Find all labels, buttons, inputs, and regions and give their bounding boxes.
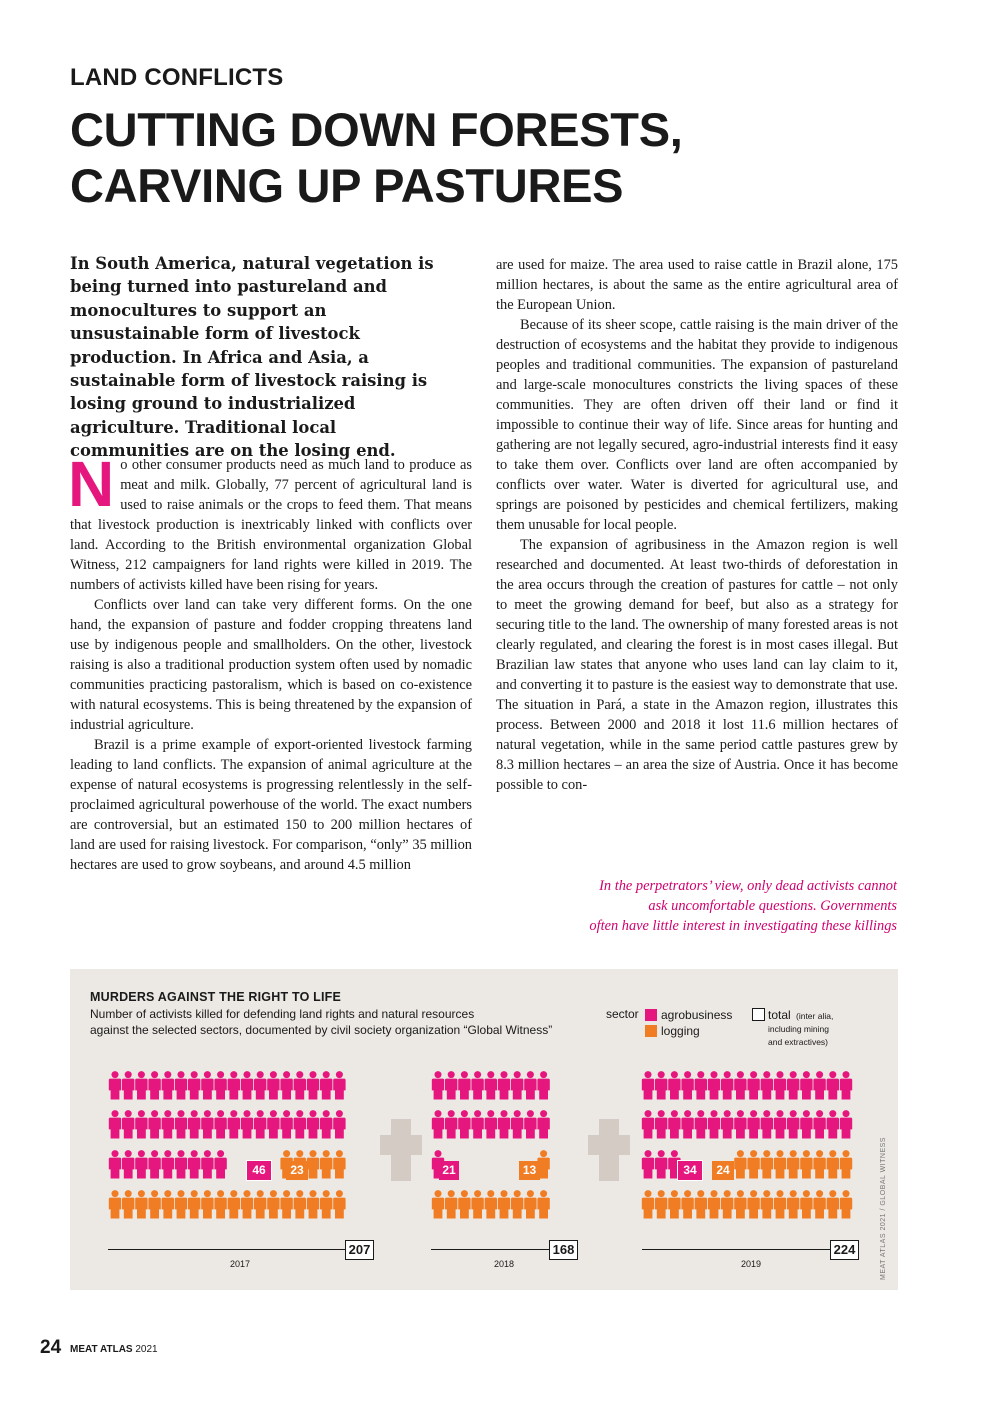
person-icon-agrobusiness [485, 1110, 497, 1138]
publication-title: MEAT ATLAS [70, 1344, 133, 1355]
axis-line-2018 [431, 1249, 549, 1250]
person-icon-agrobusiness [668, 1110, 680, 1138]
logging-value-2018: 13 [519, 1161, 540, 1180]
legend-logging-label: logging [661, 1024, 700, 1038]
person-icon-agrobusiness [511, 1110, 523, 1138]
person-icon-logging [294, 1190, 306, 1218]
agro-value-2018: 21 [439, 1161, 459, 1180]
person-icon-logging [280, 1190, 292, 1218]
person-icon-logging [721, 1190, 733, 1218]
person-icon-agrobusiness [524, 1110, 536, 1138]
person-icon-agrobusiness [747, 1071, 759, 1099]
person-icon-logging [432, 1190, 444, 1218]
person-icon-logging [695, 1190, 707, 1218]
legend-total-label: total [768, 1008, 791, 1022]
person-icon-agrobusiness [188, 1150, 200, 1178]
person-icon-agrobusiness [827, 1110, 839, 1138]
person-icon-agrobusiness [109, 1150, 121, 1178]
person-icon-logging [840, 1150, 852, 1178]
person-icon-agrobusiness [307, 1110, 319, 1138]
chart-subtitle-line: against the selected sectors, documented by civil society organization “Global Witness” [90, 1023, 553, 1037]
person-icon-logging [175, 1190, 187, 1218]
publication-year: 2021 [135, 1344, 158, 1355]
axis-line-2019 [642, 1249, 830, 1250]
person-icon-agrobusiness [162, 1071, 174, 1099]
person-icon-agrobusiness [307, 1071, 319, 1099]
person-icon-logging [787, 1190, 799, 1218]
person-icon-agrobusiness [135, 1110, 147, 1138]
year-label-2018: 2018 [494, 1259, 515, 1269]
person-icon-agrobusiness [642, 1110, 654, 1138]
person-icon-agrobusiness [201, 1110, 213, 1138]
person-icon-logging [800, 1150, 812, 1178]
person-icon-agrobusiness [175, 1071, 187, 1099]
person-icon-agrobusiness [162, 1150, 174, 1178]
person-icon-agrobusiness [122, 1150, 134, 1178]
person-icon-agrobusiness [333, 1110, 345, 1138]
person-icon-agrobusiness [122, 1071, 134, 1099]
person-icon-agrobusiness [511, 1071, 523, 1099]
person-icon-agrobusiness [721, 1110, 733, 1138]
person-icon-agrobusiness [214, 1150, 226, 1178]
page-number: 24 [40, 1337, 62, 1358]
person-icon-agrobusiness [485, 1071, 497, 1099]
person-icon-agrobusiness [432, 1071, 444, 1099]
person-icon-logging [333, 1190, 345, 1218]
person-icon-logging [642, 1190, 654, 1218]
person-icon-agrobusiness [148, 1110, 160, 1138]
person-icon-agrobusiness [458, 1110, 470, 1138]
person-icon-logging [320, 1190, 332, 1218]
body-paragraph: o other consumer products need as much land to produce as meat and milk. Globally, 77 percent of agricultural land is used to raise animals or the crops to feed them. That means that livestock production is inextricably linked with conflicts over land. According to the British environmental organization Global Witness, 212 campaigners for land rights were killed in 2019. The numbers of activists killed have been rising for years. [70, 457, 472, 593]
person-icon-agrobusiness [734, 1110, 746, 1138]
person-icon-agrobusiness [471, 1071, 483, 1099]
person-icon-logging [201, 1190, 213, 1218]
person-icon-agrobusiness [800, 1110, 812, 1138]
person-icon-logging [761, 1150, 773, 1178]
memorial-cross [380, 1119, 422, 1181]
person-icon-agrobusiness [188, 1071, 200, 1099]
person-icon-agrobusiness [498, 1110, 510, 1138]
person-icon-agrobusiness [280, 1071, 292, 1099]
person-icon-agrobusiness [774, 1071, 786, 1099]
person-icon-agrobusiness [201, 1150, 213, 1178]
person-icon-logging [498, 1190, 510, 1218]
person-icon-logging [827, 1190, 839, 1218]
person-icon-agrobusiness [747, 1110, 759, 1138]
body-paragraph: Brazil is a prime example of export-oriented livestock farming leading to land conflicts. The expansion of animal agriculture at the expense of natural ecosystems is progressing relentlessly in the self-proclaimed agricultural powerhouse of the world. The exact numbers are controversial, but an estimated 150 to 200 million hectares of land are used for raising livestock. For comparison, “only” 35 million hectares are used to grow soybeans, and around 4.5 million [70, 737, 472, 873]
legend-total-note: (inter alia, [796, 1011, 834, 1021]
person-icon-logging [668, 1190, 680, 1218]
person-icon-agrobusiness [655, 1150, 667, 1178]
year-label-2019: 2019 [741, 1259, 762, 1269]
lead-paragraph: In South America, natural vegetation is being turned into pastureland and monocultures to support an unsustainable form of livestock production. In Africa and Asia, a sustainable form of livestock raising is losing ground to industrialized agriculture. Traditional local communities are on the losing end. [70, 254, 434, 461]
person-icon-logging [774, 1150, 786, 1178]
person-icon-agrobusiness [827, 1071, 839, 1099]
person-icon-agrobusiness [695, 1071, 707, 1099]
pull-quote-line: often have little interest in investigating these killings [589, 918, 897, 934]
total-value-2018: 168 [549, 1240, 578, 1260]
person-icon-agrobusiness [642, 1150, 654, 1178]
person-icon-agrobusiness [135, 1071, 147, 1099]
person-icon-agrobusiness [813, 1071, 825, 1099]
person-icon-logging [307, 1150, 319, 1178]
person-icon-agrobusiness [267, 1110, 279, 1138]
person-icon-logging [734, 1190, 746, 1218]
person-icon-agrobusiness [734, 1071, 746, 1099]
axis-line-2017 [108, 1249, 345, 1250]
person-icon-logging [122, 1190, 134, 1218]
legend-total-note: including mining [768, 1024, 829, 1034]
person-icon-agrobusiness [498, 1071, 510, 1099]
person-icon-agrobusiness [761, 1071, 773, 1099]
legend-sector-label: sector [606, 1007, 639, 1021]
body-paragraph: Conflicts over land can take very different forms. On the one hand, the expansion of pasture and fodder cropping threatens land use by indigenous people and smallholders. On the other, livestock raising is also a traditional production system often used by nomadic communities practicing pastoralism, which is based on co-existence with natural ecosystems. This is being threatened by the expansion of industrial agriculture. [70, 597, 472, 733]
person-icon-agrobusiness [445, 1071, 457, 1099]
person-icon-logging [109, 1190, 121, 1218]
person-icon-logging [681, 1190, 693, 1218]
person-icon-agrobusiness [787, 1071, 799, 1099]
person-icon-logging [787, 1150, 799, 1178]
person-icon-logging [655, 1190, 667, 1218]
section-kicker: LAND CONFLICTS [70, 64, 284, 91]
person-icon-agrobusiness [214, 1071, 226, 1099]
person-icon-logging [813, 1190, 825, 1218]
person-icon-logging [511, 1190, 523, 1218]
agro-value-2017: 46 [247, 1161, 271, 1180]
pull-quote-line: ask uncomfortable questions. Governments [648, 898, 897, 914]
legend-agro-label: agrobusiness [661, 1008, 733, 1022]
person-icon-logging [485, 1190, 497, 1218]
person-icon-agrobusiness [432, 1110, 444, 1138]
person-icon-logging [734, 1150, 746, 1178]
drop-cap: N [68, 448, 115, 520]
person-icon-agrobusiness [721, 1071, 733, 1099]
person-icon-logging [471, 1190, 483, 1218]
person-icon-agrobusiness [471, 1110, 483, 1138]
person-icon-agrobusiness [708, 1071, 720, 1099]
person-icon-logging [148, 1190, 160, 1218]
person-icon-logging [524, 1190, 536, 1218]
person-icon-agrobusiness [800, 1071, 812, 1099]
person-icon-agrobusiness [840, 1110, 852, 1138]
person-icon-agrobusiness [294, 1110, 306, 1138]
person-icon-agrobusiness [537, 1110, 549, 1138]
body-paragraph: Because of its sheer scope, cattle raising is the main driver of the destruction of ecosystems and the habitat they provide to indigenous peoples and traditional communities. The expansion of pastureland and large-scale monocultures constricts the living spaces of these communities. They are often driven off their land or find it impossible to continue their way of life. Since areas for hunting and gathering are not legally secured, agro-industrial interests find it easy to take them over. Conflicts over land are often accompanied by conflicts over water. Water is diverted for agricultural use, and springs are poisoned by pesticides and chemical fertilizers, making them unusable for local people. [496, 317, 898, 533]
person-icon-logging [254, 1190, 266, 1218]
person-icon-logging [827, 1150, 839, 1178]
person-icon-logging [761, 1190, 773, 1218]
person-icon-agrobusiness [681, 1071, 693, 1099]
person-icon-agrobusiness [135, 1150, 147, 1178]
person-icon-logging [214, 1190, 226, 1218]
person-icon-agrobusiness [228, 1110, 240, 1138]
memorial-cross [588, 1119, 630, 1181]
person-icon-logging [135, 1190, 147, 1218]
person-icon-agrobusiness [162, 1110, 174, 1138]
person-icon-agrobusiness [214, 1110, 226, 1138]
person-icon-agrobusiness [175, 1150, 187, 1178]
person-icon-agrobusiness [122, 1110, 134, 1138]
person-icon-agrobusiness [695, 1110, 707, 1138]
person-icon-logging [307, 1190, 319, 1218]
person-icon-agrobusiness [188, 1110, 200, 1138]
publication-name [70, 1344, 158, 1355]
person-icon-agrobusiness [524, 1071, 536, 1099]
person-icon-agrobusiness [201, 1071, 213, 1099]
total-value-2017: 207 [345, 1240, 374, 1260]
person-icon-agrobusiness [267, 1071, 279, 1099]
person-icon-agrobusiness [320, 1110, 332, 1138]
person-icon-agrobusiness [280, 1110, 292, 1138]
person-icon-logging [774, 1190, 786, 1218]
body-paragraph: The expansion of agribusiness in the Amazon region is well researched and documented. At least two-thirds of deforestation in the area occurs through the creation of pastures for cattle – not only to meet the growing demand for beef, but also as a strategy for securing title to the land. The ownership of many forested areas is not clearly regulated, and clearing the forest is in most cases illegal. But Brazilian law states that anyone who uses land can lay claim to it, and converting it to pasture is the easiest way to demonstrate that use. The situation in Pará, a state in the Amazon region, illustrates this process. Between 2000 and 2018 it lost 11.6 million hectares of natural vegetation, while in the same period cattle pastures grew by 8.3 million hectares – an area the size of Austria. Once it has become possible to con- [496, 537, 898, 793]
person-icon-logging [228, 1190, 240, 1218]
logging-value-2017: 23 [286, 1161, 308, 1180]
person-icon-agrobusiness [761, 1110, 773, 1138]
person-icon-logging [267, 1190, 279, 1218]
person-icon-agrobusiness [175, 1110, 187, 1138]
person-icon-agrobusiness [840, 1071, 852, 1099]
person-icon-logging [162, 1190, 174, 1218]
person-icon-agrobusiness [294, 1071, 306, 1099]
person-icon-logging [708, 1190, 720, 1218]
chart-title: MURDERS AGAINST THE RIGHT TO LIFE [90, 990, 342, 1004]
person-icon-logging [537, 1190, 549, 1218]
person-icon-logging [800, 1190, 812, 1218]
person-icon-logging [320, 1150, 332, 1178]
person-icon-agrobusiness [228, 1071, 240, 1099]
person-icon-agrobusiness [109, 1110, 121, 1138]
year-label-2017: 2017 [230, 1259, 251, 1269]
person-icon-agrobusiness [109, 1071, 121, 1099]
person-icon-agrobusiness [241, 1110, 253, 1138]
person-icon-agrobusiness [668, 1071, 680, 1099]
total-value-2019: 224 [830, 1240, 859, 1260]
person-icon-logging [813, 1150, 825, 1178]
person-icon-agrobusiness [148, 1071, 160, 1099]
person-icon-agrobusiness [320, 1071, 332, 1099]
person-icon-agrobusiness [445, 1110, 457, 1138]
headline-line-2: CARVING UP PASTURES [70, 159, 624, 212]
person-icon-agrobusiness [241, 1071, 253, 1099]
person-icon-logging [747, 1150, 759, 1178]
chart-subtitle-line: Number of activists killed for defending land rights and natural resources [90, 1007, 475, 1021]
person-icon-logging [747, 1190, 759, 1218]
person-icon-agrobusiness [813, 1110, 825, 1138]
person-icon-logging [241, 1190, 253, 1218]
person-icon-agrobusiness [254, 1110, 266, 1138]
agro-value-2019: 34 [678, 1161, 702, 1180]
person-icon-agrobusiness [148, 1150, 160, 1178]
person-icon-agrobusiness [708, 1110, 720, 1138]
person-icon-logging [188, 1190, 200, 1218]
person-icon-agrobusiness [774, 1110, 786, 1138]
chart-credit: MEAT ATLAS 2021 / GLOBAL WITNESS [880, 1137, 887, 1280]
person-icon-agrobusiness [681, 1110, 693, 1138]
person-icon-agrobusiness [254, 1071, 266, 1099]
pull-quote-line: In the perpetrators’ view, only dead activists cannot [599, 878, 897, 894]
headline-line-1: CUTTING DOWN FORESTS, [70, 103, 683, 156]
person-icon-agrobusiness [787, 1110, 799, 1138]
person-icon-agrobusiness [655, 1071, 667, 1099]
person-icon-logging [840, 1190, 852, 1218]
person-icon-agrobusiness [642, 1071, 654, 1099]
logging-value-2019: 24 [712, 1161, 734, 1180]
person-icon-agrobusiness [655, 1110, 667, 1138]
legend-total-note: and extractives) [768, 1037, 828, 1047]
person-icon-agrobusiness [458, 1071, 470, 1099]
body-paragraph: are used for maize. The area used to raise cattle in Brazil alone, 175 million hectares, is about the same as the entire agricultural area of the European Union. [496, 257, 898, 313]
person-icon-agrobusiness [537, 1071, 549, 1099]
person-icon-logging [445, 1190, 457, 1218]
person-icon-logging [458, 1190, 470, 1218]
person-icon-logging [333, 1150, 345, 1178]
person-icon-agrobusiness [333, 1071, 345, 1099]
